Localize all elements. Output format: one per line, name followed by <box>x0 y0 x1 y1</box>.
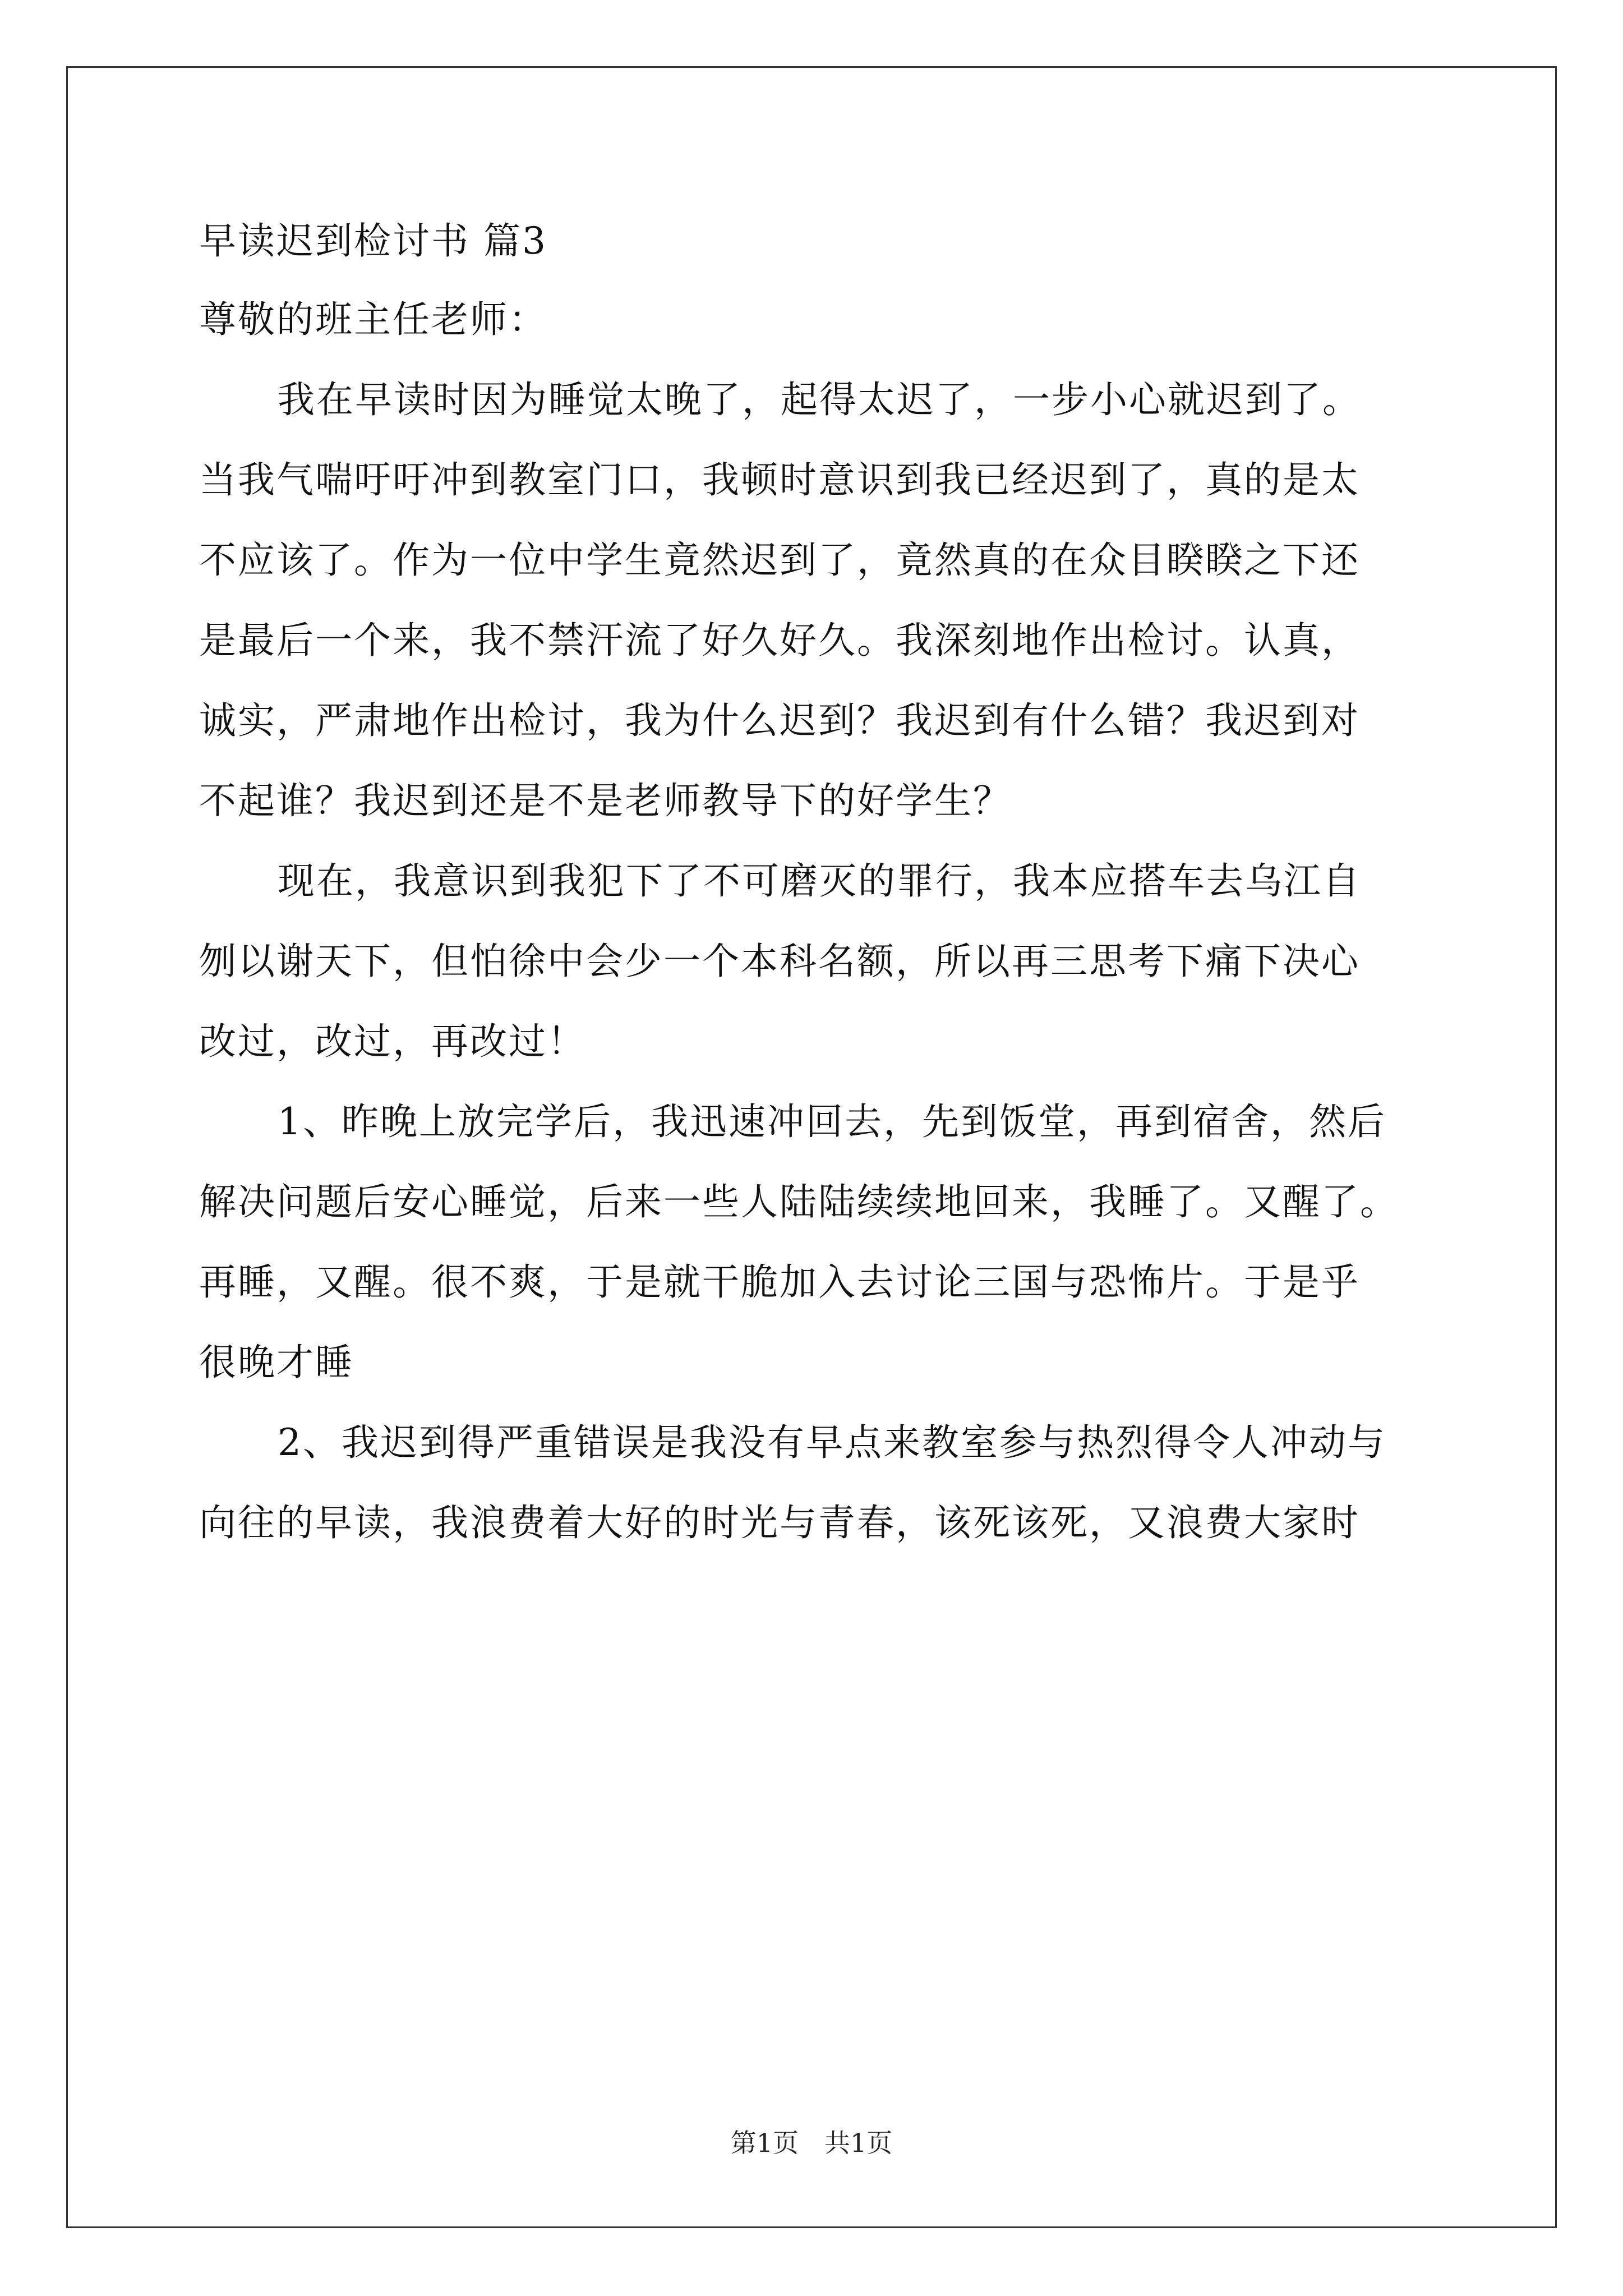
paragraph-line: 改过，改过，再改过！ <box>199 1020 586 1063</box>
paragraph-line: 我在早读时因为睡觉太晚了，起得太迟了，一步小心就迟到了。 <box>278 378 1361 421</box>
page-footer: 第1页 共1页 <box>730 2128 893 2158</box>
paragraph-line: 刎以谢天下，但怕徐中会少一个本科名额，所以再三思考下痛下决心 <box>199 940 1360 983</box>
paragraph-line: 向往的早读，我浪费着大好的时光与青春，该死该死，又浪费大家时 <box>199 1501 1360 1544</box>
paragraph-line: 不起谁？我迟到还是不是老师教导下的好学生？ <box>199 779 1012 822</box>
paragraph-line: 2、我迟到得严重错误是我没有早点来教室参与热烈得令人冲动与 <box>278 1421 1386 1464</box>
paragraph-line: 解决问题后安心睡觉，后来一些人陆陆续续地回来，我睡了。又醒了。 <box>199 1180 1399 1223</box>
paragraph-line: 当我气喘吁吁冲到教室门口，我顿时意识到我已经迟到了，真的是太 <box>199 458 1360 501</box>
paragraph-line: 是最后一个来，我不禁汗流了好久好久。我深刻地作出检讨。认真， <box>199 619 1360 662</box>
paragraph-line: 很晚才睡 <box>199 1341 354 1384</box>
paragraph-line: 不应该了。作为一位中学生竟然迟到了，竟然真的在众目睽睽之下还 <box>199 539 1360 582</box>
document-title: 早读迟到检讨书 篇3 <box>199 219 547 263</box>
paragraph-line: 1、昨晚上放完学后，我迅速冲回去，先到饭堂，再到宿舍，然后 <box>278 1100 1386 1143</box>
salutation: 尊敬的班主任老师： <box>199 298 547 341</box>
paragraph-line: 再睡，又醒。很不爽，于是就干脆加入去讨论三国与恐怖片。于是乎 <box>199 1260 1360 1304</box>
paragraph-line: 现在，我意识到我犯下了不可磨灭的罪行，我本应搭车去乌江自 <box>278 859 1361 903</box>
paragraph-line: 诚实，严肃地作出检讨，我为什么迟到？我迟到有什么错？我迟到对 <box>199 699 1360 742</box>
